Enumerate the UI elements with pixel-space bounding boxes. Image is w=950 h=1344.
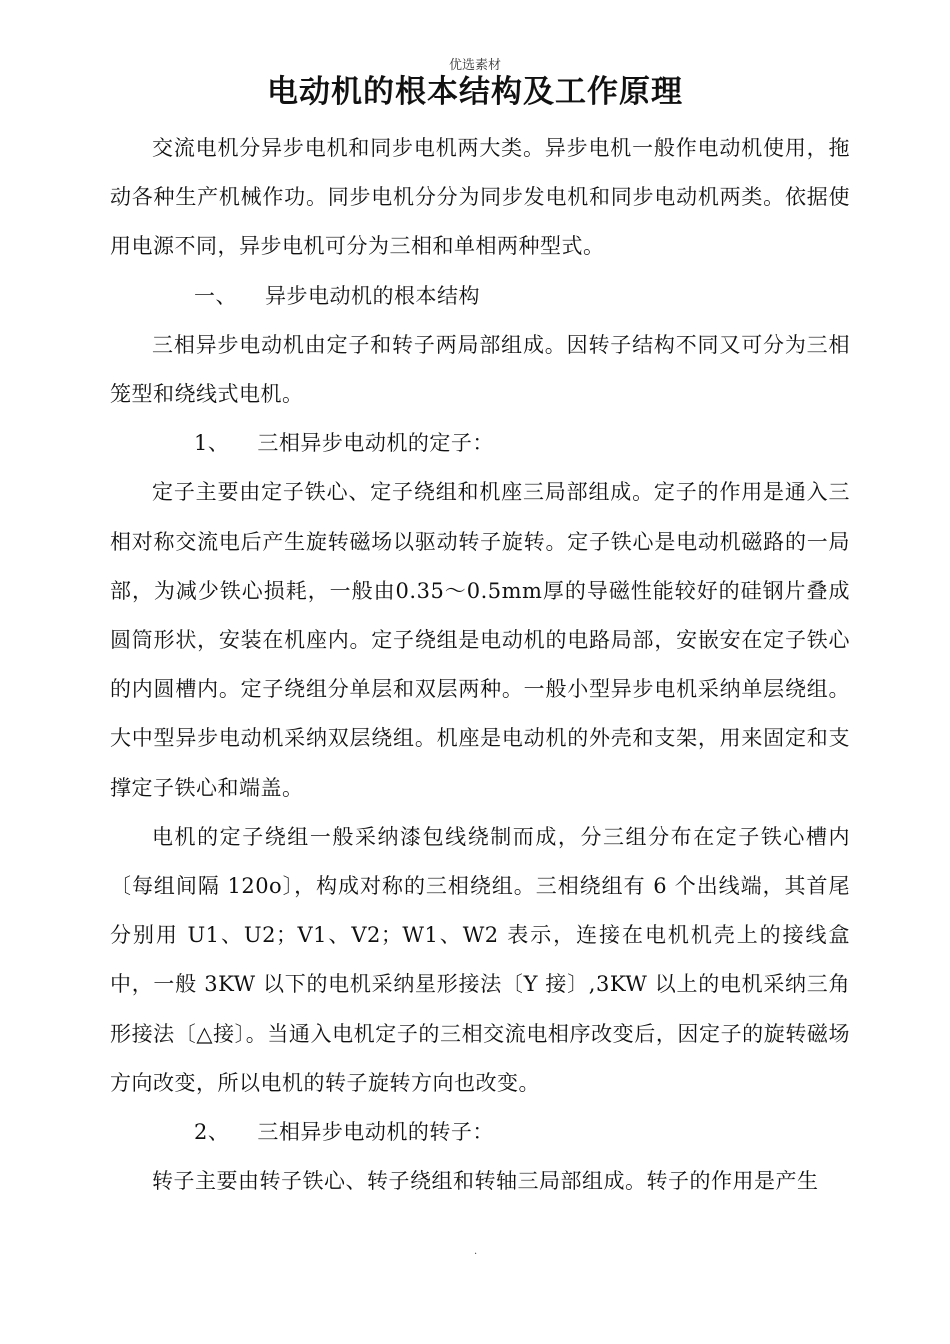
paragraph-intro: 交流电机分异步电机和同步电机两大类。异步电机一般作电动机使用，拖动各种生产机械作功。同步电机分分为同步发电机和同步电动机两类。依据使用电源不同，异步电机可分为三相和单相两种型式。 [110, 136, 850, 259]
paragraph-rotor: 转子主要由转子铁心、转子绕组和转轴三局部组成。转子的作用是产生 [152, 1169, 819, 1194]
section-number: 一、 [194, 283, 237, 308]
page-title: 电动机的根本结构及工作原理 [267, 74, 683, 110]
footer-mark: . [474, 1246, 478, 1257]
paragraph-structure: 三相异步电动机由定子和转子两局部组成。因转子结构不同又可分为三相笼型和绕线式电机。 [110, 332, 850, 407]
subsection-heading-2 [110, 1108, 850, 1157]
subsection-title: 三相异步电动机的转子： [257, 1120, 494, 1145]
section-title: 异步电动机的根本结构 [265, 283, 480, 308]
subsection-title: 三相异步电动机的定子： [257, 431, 494, 456]
subsection-heading-1 [110, 419, 850, 468]
paragraph-stator: 定子主要由定子铁心、定子绕组和机座三局部组成。定子的作用是通入三相对称交流电后产生旋转磁场以驱动转子旋转。定子铁心是电动机磁路的一局部，为减少铁心损耗，一般由0.35～0.5mm厚的导磁性能较好的硅钢片叠成圆筒形状，安装在机座内。定子绕组是电动机的电路局部，安嵌安在定子铁心的内圆槽内。定子绕组分单层和双层两种。一般小型异步电机采纳单层绕组。大中型异步电动机采纳双层绕组。机座是电动机的外壳和支架，用来固定和支撑定子铁心和端盖。 [110, 480, 850, 800]
subsection-number: 1、 [194, 431, 230, 456]
watermark-text: 优选素材 [448, 58, 501, 73]
section-heading-1 [110, 272, 850, 321]
paragraph-winding: 电机的定子绕组一般采纳漆包线绕制而成，分三组分布在定子铁心槽内〔每组间隔 120o〕，构成对称的三相绕组。三相绕组有 6 个出线端，其首尾分别用 U1、U2；V1、V2；W1、W2 表示，连接在电机机壳上的接线盒中，一般 3KW 以下的电机采纳星形接法〔Y 接〕,3KW 以上的电机采纳三角形接法〔△接〕。当通入电机定子的三相交流电相序改变后，因定子的旋转磁场方向改变，所以电机的转子旋转方向也改变。 [110, 824, 850, 1095]
subsection-number: 2、 [194, 1120, 230, 1145]
document-body [110, 124, 850, 1206]
